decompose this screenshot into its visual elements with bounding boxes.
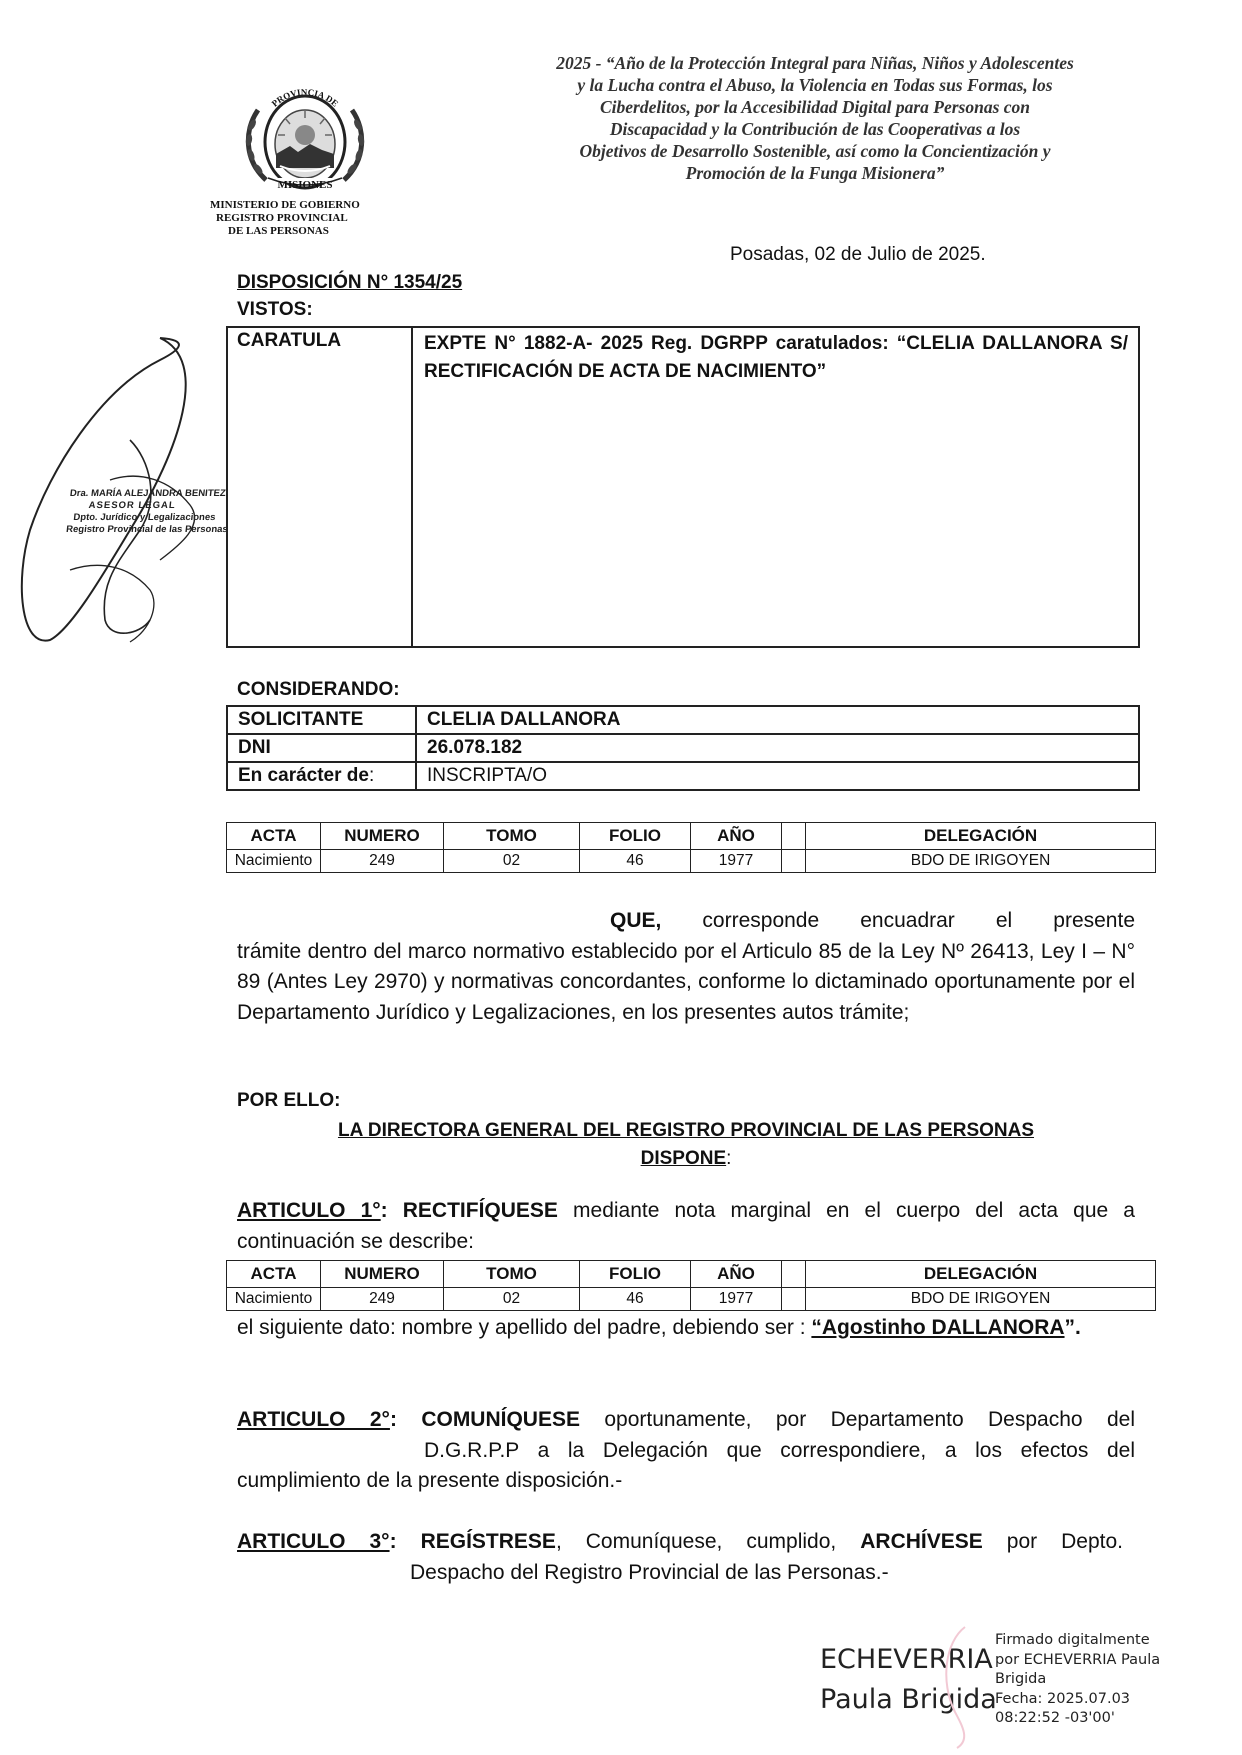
dni-value: 26.078.182: [416, 734, 1139, 762]
ministry-line: DE LAS PERSONAS: [228, 225, 329, 237]
article-3-label: ARTICULO 3°: [237, 1530, 390, 1553]
article-2-verb: COMUNÍQUESE: [421, 1408, 580, 1431]
place-date: Posadas, 02 de Julio de 2025.: [730, 244, 986, 265]
table-cell: 1977: [691, 1288, 782, 1311]
article-1-continuation: el siguiente dato: nombre y apellido del padre, debiendo ser : “Agostinho DALLANORA”.: [237, 1316, 1081, 1339]
table-cell: 249: [321, 1288, 444, 1311]
article-3: ARTICULO 3°: REGÍSTRESE, Comuníquese, cumplido, ARCHÍVESE por Depto. Despacho del Registro Provincial de las Personas.-: [237, 1530, 1123, 1584]
motto-line: y la Lucha contra el Abuso, la Violencia en Todas sus Formas, los: [577, 75, 1053, 95]
legal-advisor-stamp: [65, 488, 235, 536]
article-1: ARTICULO 1°: RECTIFÍQUESE mediante nota marginal en el cuerpo del acta que a continuación se describe:: [237, 1199, 1135, 1253]
table-cell: BDO DE IRIGOYEN: [806, 1288, 1156, 1311]
column-header: AÑO: [691, 1261, 782, 1288]
column-header: FOLIO: [580, 823, 691, 850]
crest-bottom-text: MISIONES: [277, 179, 333, 191]
column-header: ACTA: [227, 1261, 321, 1288]
motto-line: Ciberdelitos, por la Accesibilidad Digital para Personas con: [599, 97, 1031, 117]
acta-table: [226, 822, 1156, 873]
stamp-line: Registro Provincial de las Personas: [65, 524, 229, 535]
applicant-table: [226, 705, 1140, 791]
article-1-label: ARTICULO 1°: [237, 1199, 381, 1222]
dni-label: DNI: [227, 734, 416, 762]
table-cell: Nacimiento: [227, 850, 321, 873]
column-header: DELEGACIÓN: [806, 823, 1156, 850]
applicant-label: SOLICITANTE: [227, 706, 416, 734]
motto-line: Discapacidad y la Contribución de las Cooperativas a los: [609, 119, 1021, 139]
disposition-number: DISPOSICIÓN N° 1354/25: [237, 272, 463, 293]
motto-line: Objetivos de Desarrollo Sostenible, así como la Concientización y: [579, 141, 1051, 161]
ministry-line: REGISTRO PROVINCIAL: [216, 212, 348, 224]
ministry-line: MINISTERIO DE GOBIERNO: [210, 199, 360, 211]
stamp-line: ASESOR LEGAL: [88, 500, 177, 511]
ministry-heading: [210, 199, 410, 238]
table-cell: 02: [444, 850, 580, 873]
table-row: [227, 1288, 1156, 1311]
motto-line: 2025 - “Año de la Protección Integral para Niñas, Niños y Adolescentes: [556, 53, 1074, 73]
column-header: ACTA: [227, 823, 321, 850]
table-row: [227, 706, 1139, 734]
caratula-label: CARATULA: [237, 330, 342, 351]
digital-signature-detail: Firmado digitalmente por ECHEVERRIA Paula Brigida Fecha: 2025.07.03 08:22:52 -03'00': [995, 1632, 1161, 1726]
father-name: “Agostinho DALLANORA: [811, 1316, 1065, 1339]
applicant-name: CLELIA DALLANORA: [416, 706, 1139, 734]
caratula-divider: [411, 326, 413, 648]
crest-top-text: PROVINCIA DE: [269, 86, 341, 109]
column-header: DELEGACIÓN: [806, 1261, 1156, 1288]
signature-mark-icon: [935, 1622, 975, 1752]
acta-table: [226, 1260, 1156, 1311]
column-header: [782, 823, 806, 850]
column-header: NUMERO: [321, 1261, 444, 1288]
caratula-text: EXPTE N° 1882-A- 2025 Reg. DGRPP caratulados: “CLELIA DALLANORA S/ RECTIFICACIÓN DE ACTA DE NACIMIENTO”: [424, 333, 1128, 382]
table-header-row: [227, 1261, 1156, 1288]
por-ello-label: POR ELLO:: [237, 1090, 341, 1111]
table-cell: 02: [444, 1288, 580, 1311]
column-header: FOLIO: [580, 1261, 691, 1288]
column-header: [782, 1261, 806, 1288]
header-motto: [500, 52, 1130, 184]
article-3-verb: REGÍSTRESE: [420, 1530, 556, 1553]
column-header: AÑO: [691, 823, 782, 850]
considerando-label: CONSIDERANDO:: [237, 679, 400, 700]
que-paragraph: [237, 906, 1135, 1028]
table-row: [227, 734, 1139, 762]
stamp-line: Dpto. Jurídico y Legalizaciones: [72, 512, 217, 523]
digital-signature-name: ECHEVERRIA Paula Brigida: [820, 1644, 997, 1715]
table-cell: [782, 1288, 806, 1311]
table-cell: 46: [580, 850, 691, 873]
table-cell: BDO DE IRIGOYEN: [806, 850, 1156, 873]
character-label: En carácter de:: [227, 762, 416, 790]
table-cell: 1977: [691, 850, 782, 873]
table-cell: Nacimiento: [227, 1288, 321, 1311]
table-row: [227, 762, 1139, 790]
article-2: ARTICULO 2°: COMUNÍQUESE oportunamente, por Departamento Despacho del D.G.R.P.P a la Delegación que correspondiere, a los efectos del cumplimiento de la presente disposición.-: [237, 1408, 1135, 1492]
column-header: TOMO: [444, 1261, 580, 1288]
article-3-verb2: ARCHÍVESE: [860, 1530, 983, 1553]
table-cell: 249: [321, 850, 444, 873]
directora-line: LA DIRECTORA GENERAL DEL REGISTRO PROVINCIAL DE LAS PERSONAS: [337, 1120, 1035, 1141]
directora-heading: LA DIRECTORA GENERAL DEL REGISTRO PROVINCIAL DE LAS PERSONAS DISPONE:: [237, 1117, 1135, 1173]
table-header-row: [227, 823, 1156, 850]
que-first-line: QUE, corresponde encuadrar el presente: [610, 909, 1135, 932]
motto-line: Promoción de la Funga Misionera”: [685, 163, 945, 183]
column-header: TOMO: [444, 823, 580, 850]
article-2-label: ARTICULO 2°: [237, 1408, 390, 1431]
vistos-label: VISTOS:: [237, 299, 313, 320]
dispone-label: DISPONE: [640, 1148, 727, 1169]
stamp-line: Dra. MARÍA ALEJANDRA BENITEZ: [69, 488, 227, 499]
table-row: [227, 850, 1156, 873]
column-header: NUMERO: [321, 823, 444, 850]
article-1-verb: RECTIFÍQUESE: [402, 1199, 558, 1222]
province-crest-logo: [240, 80, 370, 198]
que-body: trámite dentro del marco normativo establecido por el Articulo 85 de la Ley Nº 26413, Ley I – N° 89 (Antes Ley 2970) y normativas concordantes, conforme lo dictaminado oportunamente por el Departamento Jurídico y Legalizaciones, en los presentes autos trámite;: [237, 939, 1135, 1024]
table-cell: [782, 850, 806, 873]
table-cell: 46: [580, 1288, 691, 1311]
character-value: INSCRIPTA/O: [416, 762, 1139, 790]
